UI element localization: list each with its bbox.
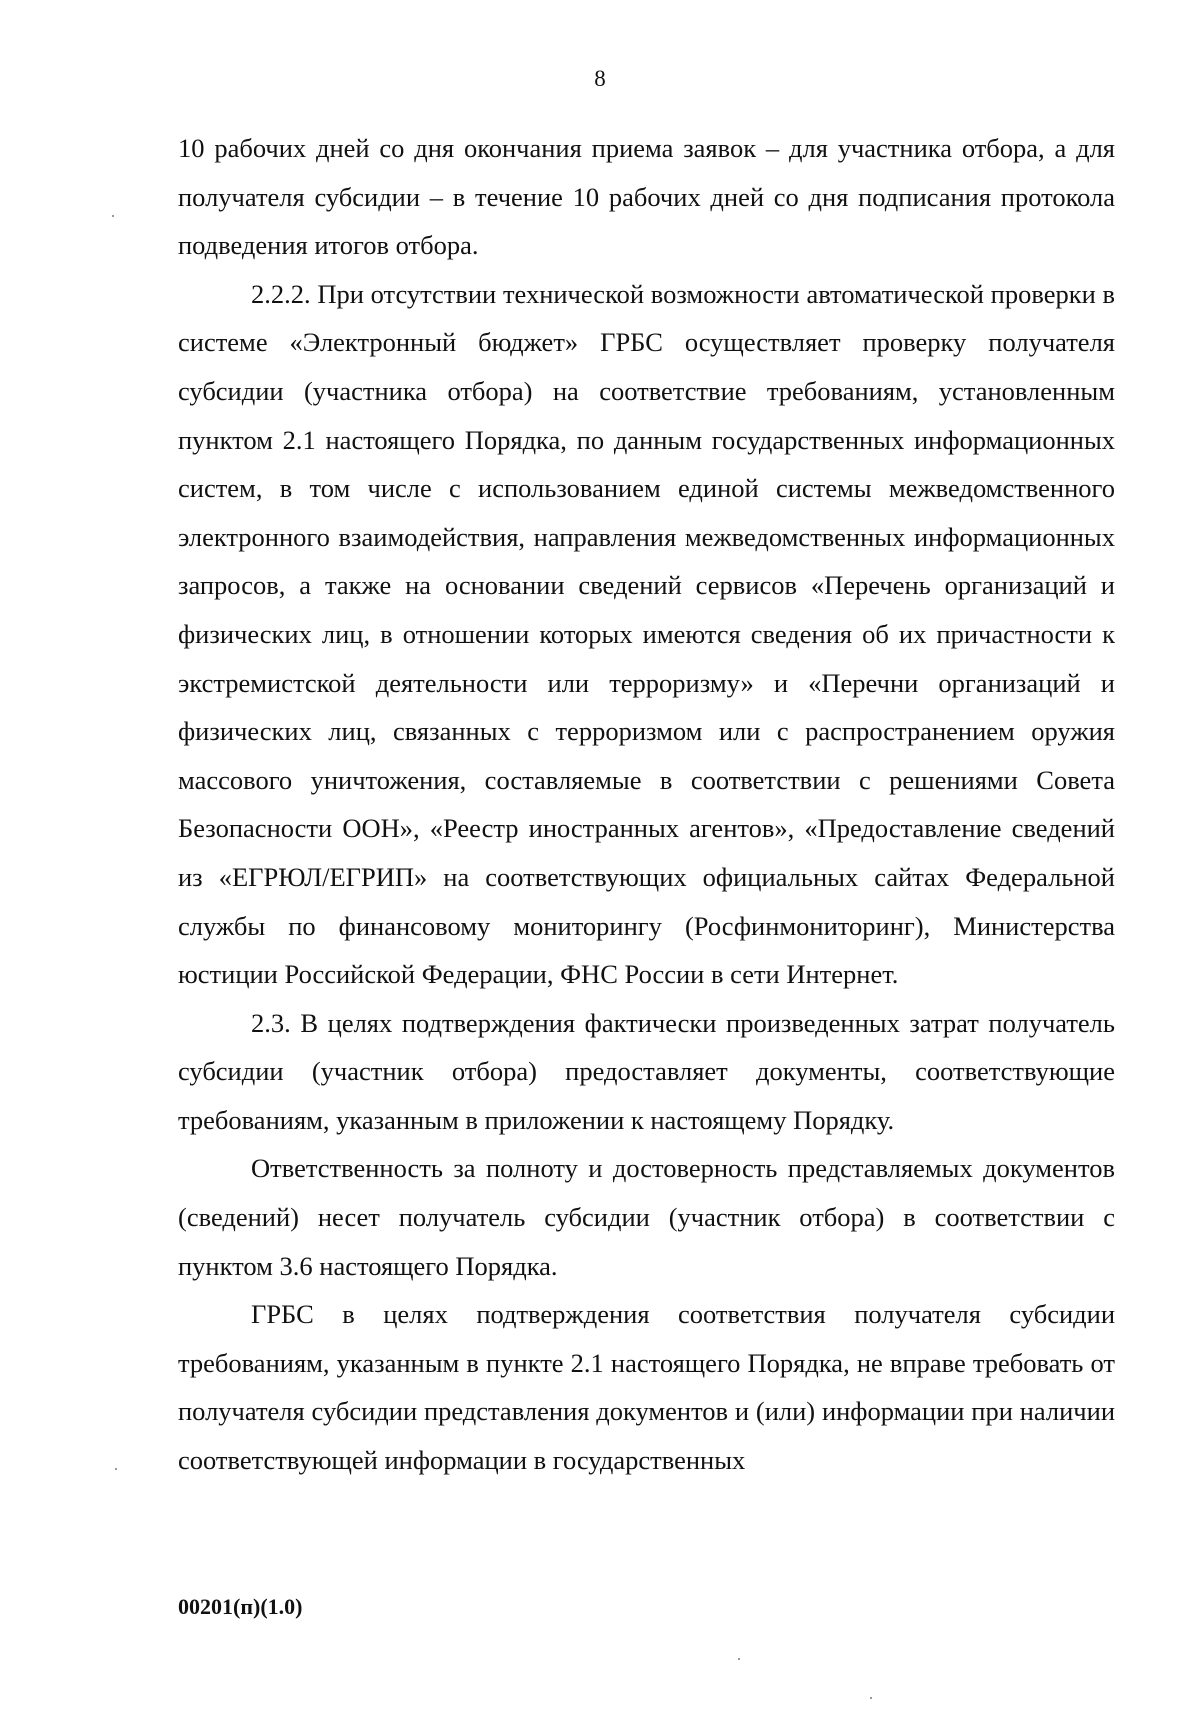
paragraph-responsibility: Ответственность за полноту и достоверность представляемых документов (сведений) несет получатель субсидии (участник отбора) в соответствии с пунктом 3.6 настоящего Порядка. [178,1153,1115,1281]
paragraph-2-2-2: 2.2.2. При отсутствии технической возможности автоматической проверки в системе «Электронный бюджет» ГРБС осуществляет проверку получателя субсидии (участника отбора) на соответствие требованиям, установленным пунктом 2.1 настоящего Порядка, по данным государственных информационных систем, в том числе с использованием единой системы межведомственного электронного взаимодействия, направления межведомственных информационных запросов, а также на основании сведений сервисов «Перечень организаций и физических лиц, в отношении которых имеются сведения об их причастности к экстремистской деятельности или терроризму» и «Перечни организаций и физических лиц, связанных с терроризмом или с распространением оружия массового уничтожения, составляемые в соответствии с решениями Совета Безопасности ООН», «Реестр иностранных агентов», «Предоставление сведений из «ЕГРЮЛ/ЕГРИП» на соответствующих официальных сайтах Федеральной службы по финансовому мониторингу (Росфинмониторинг), Министерства юстиции Российской Федерации, ФНС России в сети Интернет. [178,278,1115,990]
page-number: 8 [594,66,606,91]
paragraph-2-3: 2.3. В целях подтверждения фактически произведенных затрат получатель субсидии (участник отбора) предоставляет документы, соответствующие требованиям, указанным в приложении к настоящему Порядку. [178,1007,1115,1135]
scan-speck [112,215,114,217]
paragraph-continuation: 10 рабочих дней со дня окончания приема заявок – для участника отбора, а для получателя субсидии – в течение 10 рабочих дней со дня подписания протокола подведения итогов отбора. [178,133,1115,261]
scan-speck [115,1468,117,1470]
scan-speck [870,1697,872,1699]
document-code: 00201(п)(1.0) [178,1594,303,1619]
scan-speck [738,1658,740,1660]
document-body [178,124,1115,1485]
paragraph-grbs: ГРБС в целях подтверждения соответствия получателя субсидии требованиям, указанным в пункте 2.1 настоящего Порядка, не вправе требовать от получателя субсидии представления документов и (или) информации при наличии соответствующей информации в государственных [178,1299,1115,1476]
